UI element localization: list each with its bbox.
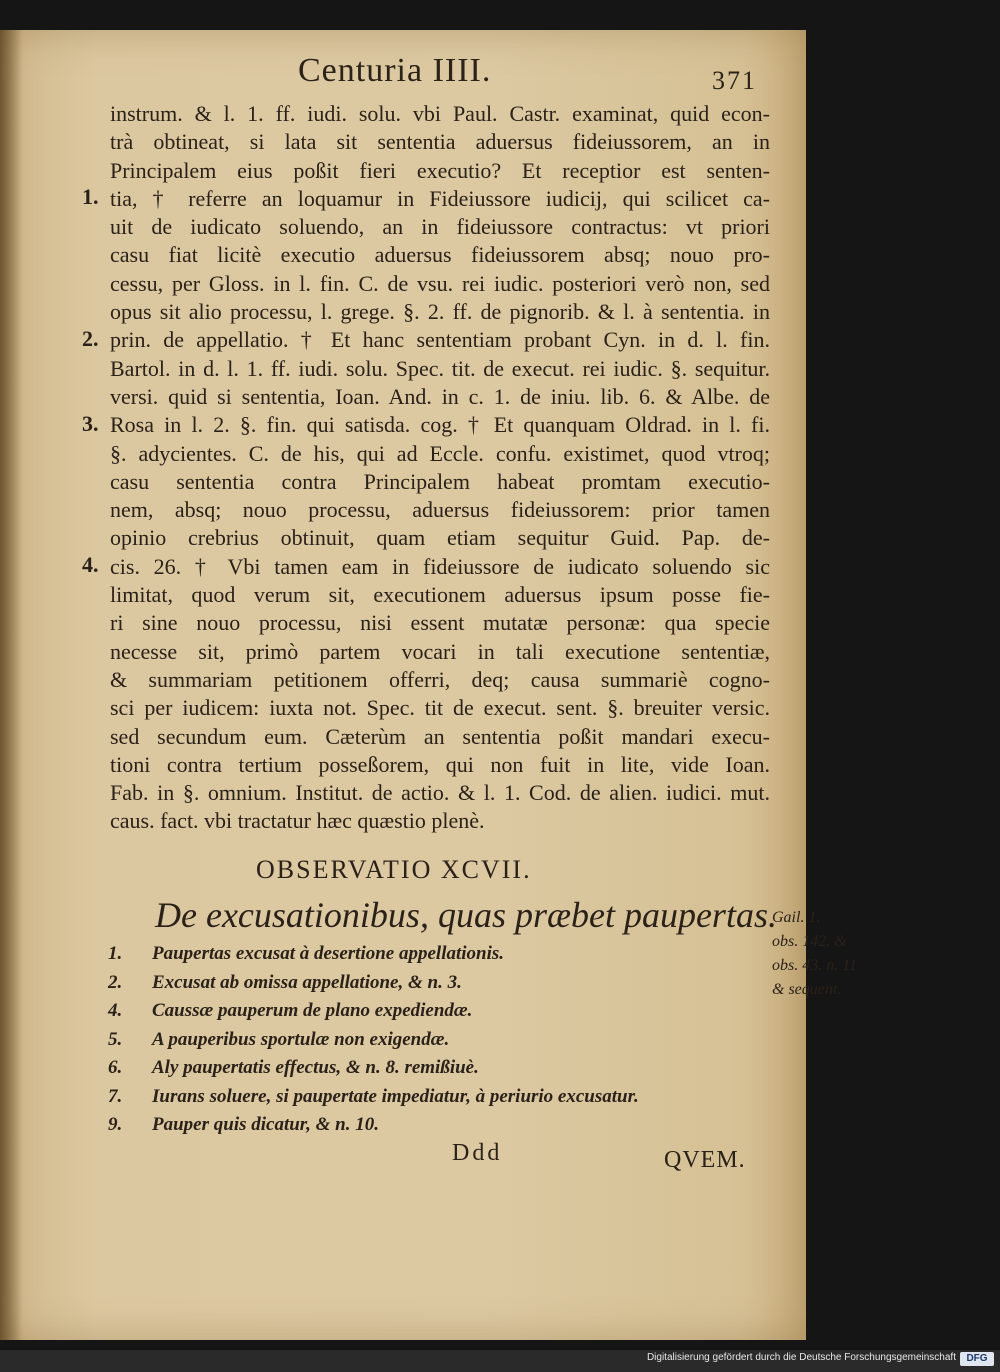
summary-text: Caussæ pauperum de plano expediendæ. (152, 1000, 473, 1021)
text-line: necesse sit, primò partem vocari in tali executione sententiæ, (110, 638, 770, 664)
text-line: tia, † referre an loquamur in Fideiussore iudicij, qui scilicet ca- (110, 185, 770, 211)
text-line: Bartol. in d. l. 1. ff. iudi. solu. Spec. tit. de execut. rei iudic. §. sequitur. (110, 355, 770, 381)
summary-text: Aly paupertatis effectus, & n. 8. remißiuè. (152, 1057, 479, 1078)
text-line: sci per iudicem: iuxta not. Spec. tit de execut. sent. §. breuiter versic. (110, 695, 770, 721)
margin-number: 3. (82, 411, 99, 436)
summary-item (108, 1111, 639, 1140)
text-line: casu sententia contra Principalem habeat promtam executio- (110, 468, 770, 494)
margin-number: 2. (82, 326, 99, 351)
running-header: Centuria IIII. (298, 52, 492, 89)
summary-item (108, 940, 639, 969)
summary-item (108, 1054, 639, 1083)
summary-number: 6. (108, 1057, 123, 1078)
summary-item (108, 1083, 639, 1112)
side-note (772, 906, 857, 1002)
summary-text: A pauperibus sportulæ non exigendæ. (152, 1028, 450, 1050)
observation-heading: OBSERVATIO XCVII. (256, 855, 532, 884)
summary-text: Paupertas excusat à desertione appellationis. (152, 943, 505, 964)
text-line: Fab. in §. omnium. Institut. de actio. & l. 1. Cod. de alien. iudici. mut. (110, 780, 770, 806)
summary-number: 5. (108, 1028, 123, 1050)
text-line: caus. fact. vbi tractatur hæc quæstio plenè. (110, 808, 485, 834)
margin-number: 1. (82, 184, 99, 209)
text-line: Rosa in l. 2. §. fin. qui satisda. cog. † Et quanquam Oldrad. in l. fi. (110, 412, 770, 438)
text-line: instrum. & l. 1. ff. iudi. solu. vbi Paul. Castr. examinat, quid econ- (110, 101, 770, 126)
text-line: limitat, quod verum sit, executionem aduersus ipsum posse fie- (110, 582, 770, 608)
text-line: trà obtineat, si lata sit sententia aduersus fideiussorem, an in (110, 129, 770, 155)
summary-number: 9. (108, 1114, 123, 1135)
side-note-line: Gail. 1. (772, 909, 821, 926)
catchword: QVEM. (664, 1147, 746, 1173)
text-line: versi. quid si sententia, Ioan. And. in c. 1. de iniu. lib. 6. & Albe. de (110, 383, 770, 409)
digitization-credit: Digitalisierung gefördert durch die Deutsche Forschungsgemeinschaft (646, 1352, 956, 1363)
summary-item (108, 969, 639, 998)
text-line: uit de iudicato soluendo, an in fideiussore contractus: vt priori (110, 214, 770, 240)
text-line: ri sine nouo processu, nisi essent mutatæ personæ: qua specie (110, 610, 770, 636)
body-text (110, 100, 770, 836)
signature-mark: Ddd (452, 1140, 503, 1166)
text-line: sed secundum eum. Cæterùm an sententia poßit mandari execu- (110, 723, 770, 749)
text-line: & summariam petitionem offerri, deq; causa summariè cogno- (110, 666, 770, 692)
text-line: opinio crebrius obtinuit, quam etiam sequitur Guid. Pap. de- (110, 525, 770, 551)
dfg-logo-icon: DFG (960, 1352, 994, 1366)
summary-number: 1. (108, 943, 123, 964)
text-line: casu fiat licitè executio aduersus fideiussorem absq; nouo pro- (110, 242, 770, 268)
text-line: cessu, per Gloss. in l. fin. C. de vsu. rei iudic. posteriori verò non, sed (110, 270, 770, 296)
page-number: 371 (712, 66, 757, 95)
side-note-line: obs. 43. n. 11 (772, 957, 858, 974)
text-line: §. adycientes. C. de his, qui ad Eccle. confu. existimet, quod vtroq; (110, 440, 770, 466)
observation-subtitle: De excusationibus, quas præbet paupertas. (155, 895, 777, 935)
summary-text: Pauper quis dicatur, & n. 10. (152, 1114, 379, 1135)
summary-number: 4. (108, 1000, 123, 1021)
text-line: cis. 26. † Vbi tamen eam in fideiussore de iudicato soluendo sic (110, 553, 770, 579)
text-line: nem, absq; nouo processu, aduersus fideiussorem: prior tamen (110, 497, 770, 523)
summary-item (108, 1026, 639, 1055)
summary-number: 7. (108, 1085, 123, 1107)
summary-text: Excusat ab omissa appellatione, & n. 3. (152, 971, 462, 993)
text-line: tioni contra tertium posseßorem, qui non fuit in lite, vide Ioan. (110, 751, 770, 777)
text-line: Principalem eius poßit fieri executio? Et receptior est senten- (110, 157, 770, 183)
summary-text: Iurans soluere, si paupertate impediatur, à periurio excusatur. (152, 1085, 639, 1107)
margin-number: 4. (82, 552, 99, 577)
side-note-line: & sequent. (772, 981, 842, 998)
summary-item (108, 997, 639, 1026)
text-line: prin. de appellatio. † Et hanc sententiam probant Cyn. in d. l. fin. (110, 327, 770, 353)
summary-list (108, 940, 639, 1140)
gutter-shadow (0, 30, 22, 1340)
side-note-line: obs. 142. & (772, 933, 847, 950)
text-line: opus sit alio processu, l. grege. §. 2. ff. de pignorib. & l. à sententia. in (110, 299, 770, 325)
summary-number: 2. (108, 971, 123, 993)
